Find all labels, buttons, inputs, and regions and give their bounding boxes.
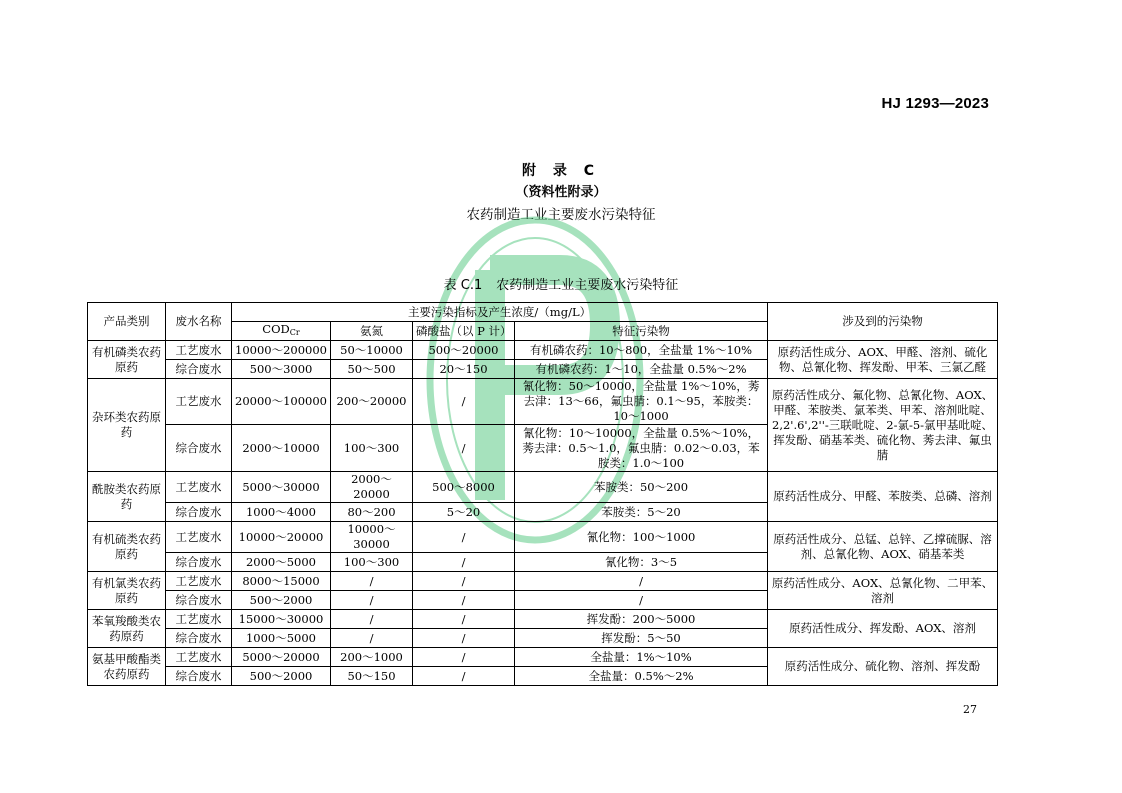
cell-wastewater-type: 工艺废水 (166, 522, 232, 553)
table-row (88, 522, 998, 553)
cell-phosphate: / (413, 667, 515, 686)
header-cod-subscript: Cr (289, 328, 300, 337)
cell-phosphate: / (413, 629, 515, 648)
header-cod-text: COD (262, 322, 290, 336)
header-pollutants: 涉及到的污染物 (768, 303, 998, 341)
appendix-name: 农药制造工业主要废水污染特征 (466, 207, 656, 223)
cell-ammonia: 200～1000 (331, 648, 413, 667)
cell-feature: 挥发酚：5～50 (515, 629, 768, 648)
cell-wastewater-type: 综合废水 (166, 503, 232, 522)
cell-wastewater-type: 综合废水 (166, 629, 232, 648)
cell-wastewater-type: 综合废水 (166, 360, 232, 379)
cell-wastewater-type: 工艺废水 (166, 341, 232, 360)
cell-cod: 5000～30000 (232, 472, 331, 503)
cell-cod: 10000～20000 (232, 522, 331, 553)
cell-pollutants: 原药活性成分、AOX、总氰化物、二甲苯、溶剂 (768, 572, 998, 610)
cell-ammonia: 50～150 (331, 667, 413, 686)
table-row (88, 472, 998, 503)
appendix-title: 附 录 C (521, 163, 601, 179)
cell-product: 有机氯类农药原药 (88, 572, 166, 610)
cell-cod: 1000～5000 (232, 629, 331, 648)
cell-wastewater-type: 工艺废水 (166, 379, 232, 425)
page-number: 27 (963, 703, 977, 716)
cell-phosphate: 20～150 (413, 360, 515, 379)
cell-feature: / (515, 572, 768, 591)
cell-feature: 苯胺类：5～20 (515, 503, 768, 522)
cell-phosphate: / (413, 425, 515, 472)
cell-ammonia: 50～500 (331, 360, 413, 379)
cell-cod: 500～2000 (232, 591, 331, 610)
cell-ammonia: / (331, 572, 413, 591)
cell-ammonia: 10000～30000 (331, 522, 413, 553)
cell-wastewater-type: 综合废水 (166, 425, 232, 472)
cell-phosphate: 5～20 (413, 503, 515, 522)
cell-product: 苯氧羧酸类农药原药 (88, 610, 166, 648)
cell-feature: 氰化物：50～10000，全盐量 1%～10%，莠去津：13～66，氟虫腈：0.1～95，苯胺类：10～1000 (515, 379, 768, 425)
cell-phosphate: / (413, 648, 515, 667)
cell-pollutants: 原药活性成分、氟化物、总氰化物、AOX、甲醛、苯胺类、氯苯类、甲苯、溶剂吡啶、2,2'.6',2''-三联吡啶、2-氯-5-氯甲基吡啶、挥发酚、硝基苯类、硫化物、莠去津、氟虫腈 (768, 379, 998, 472)
cell-wastewater-type: 综合废水 (166, 667, 232, 686)
table-caption-text: 农药制造工业主要废水污染特征 (496, 278, 679, 293)
cell-phosphate: / (413, 553, 515, 572)
cell-ammonia: / (331, 629, 413, 648)
cell-pollutants: 原药活性成分、AOX、甲醛、溶剂、硫化物、总氰化物、挥发酚、甲苯、三氯乙醛 (768, 341, 998, 379)
cell-ammonia: 100～300 (331, 425, 413, 472)
cell-wastewater-type: 综合废水 (166, 591, 232, 610)
cell-cod: 500～3000 (232, 360, 331, 379)
table-body (88, 341, 998, 686)
cell-pollutants: 原药活性成分、总锰、总锌、乙撑硫脲、溶剂、总氰化物、AOX、硝基苯类 (768, 522, 998, 572)
header-cod (232, 322, 331, 341)
cell-cod: 10000～200000 (232, 341, 331, 360)
cell-phosphate: 500～8000 (413, 472, 515, 503)
cell-pollutants: 原药活性成分、硫化物、溶剂、挥发酚 (768, 648, 998, 686)
cell-feature: 挥发酚：200～5000 (515, 610, 768, 629)
header-ammonia: 氨氮 (331, 322, 413, 341)
cell-ammonia: 80～200 (331, 503, 413, 522)
cell-product: 有机硫类农药原药 (88, 522, 166, 572)
cell-feature: 全盐量：1%～10% (515, 648, 768, 667)
cell-phosphate: 500～20000 (413, 341, 515, 360)
cell-product: 酰胺类农药原药 (88, 472, 166, 522)
header-wastewater: 废水名称 (166, 303, 232, 341)
cell-feature: 有机磷农药：1～10，全盐量 0.5%～2% (515, 360, 768, 379)
cell-product: 氨基甲酸酯类农药原药 (88, 648, 166, 686)
cell-ammonia: / (331, 591, 413, 610)
cell-wastewater-type: 工艺废水 (166, 648, 232, 667)
cell-wastewater-type: 工艺废水 (166, 572, 232, 591)
table-caption-number: 表 C.1 (443, 278, 483, 293)
table-row (88, 572, 998, 591)
cell-pollutants: 原药活性成分、挥发酚、AOX、溶剂 (768, 610, 998, 648)
cell-phosphate: / (413, 572, 515, 591)
table-row (88, 610, 998, 629)
cell-cod: 1000～4000 (232, 503, 331, 522)
cell-wastewater-type: 工艺废水 (166, 610, 232, 629)
cell-cod: 15000～30000 (232, 610, 331, 629)
header-group: 主要污染指标及产生浓度/（mg/L） (232, 303, 768, 322)
table-row (88, 341, 998, 360)
appendix-subtitle: （资料性附录） (515, 185, 607, 200)
cell-feature: 氰化物：100～1000 (515, 522, 768, 553)
pollution-table (87, 302, 998, 686)
cell-feature: 氰化物：3～5 (515, 553, 768, 572)
cell-wastewater-type: 综合废水 (166, 553, 232, 572)
cell-ammonia: 100～300 (331, 553, 413, 572)
cell-feature: 苯胺类：50～200 (515, 472, 768, 503)
cell-feature: / (515, 591, 768, 610)
cell-cod: 5000～20000 (232, 648, 331, 667)
cell-ammonia: 200～20000 (331, 379, 413, 425)
cell-ammonia: / (331, 610, 413, 629)
standard-code: HJ 1293—2023 (881, 95, 989, 112)
cell-phosphate: / (413, 522, 515, 553)
cell-cod: 20000～100000 (232, 379, 331, 425)
cell-cod: 8000～15000 (232, 572, 331, 591)
cell-feature: 有机磷农药：10～800，全盐量 1%～10% (515, 341, 768, 360)
cell-phosphate: / (413, 379, 515, 425)
table-caption (0, 274, 1122, 293)
header-phosphate: 磷酸盐（以 P 计） (413, 322, 515, 341)
cell-pollutants: 原药活性成分、甲醛、苯胺类、总磷、溶剂 (768, 472, 998, 522)
cell-phosphate: / (413, 610, 515, 629)
cell-wastewater-type: 工艺废水 (166, 472, 232, 503)
cell-cod: 500～2000 (232, 667, 331, 686)
cell-product: 有机磷类农药原药 (88, 341, 166, 379)
header-feature: 特征污染物 (515, 322, 768, 341)
cell-cod: 2000～5000 (232, 553, 331, 572)
cell-product: 杂环类农药原药 (88, 379, 166, 472)
table-row (88, 379, 998, 425)
cell-feature: 全盐量：0.5%～2% (515, 667, 768, 686)
cell-feature: 氰化物：10～10000，全盐量 0.5%～10%，莠去津：0.5～1.0，氟虫腈：0.02～0.03，苯胺类：1.0～100 (515, 425, 768, 472)
table-row (88, 648, 998, 667)
cell-cod: 2000～10000 (232, 425, 331, 472)
cell-ammonia: 50～10000 (331, 341, 413, 360)
header-product: 产品类别 (88, 303, 166, 341)
cell-phosphate: / (413, 591, 515, 610)
cell-ammonia: 2000～20000 (331, 472, 413, 503)
